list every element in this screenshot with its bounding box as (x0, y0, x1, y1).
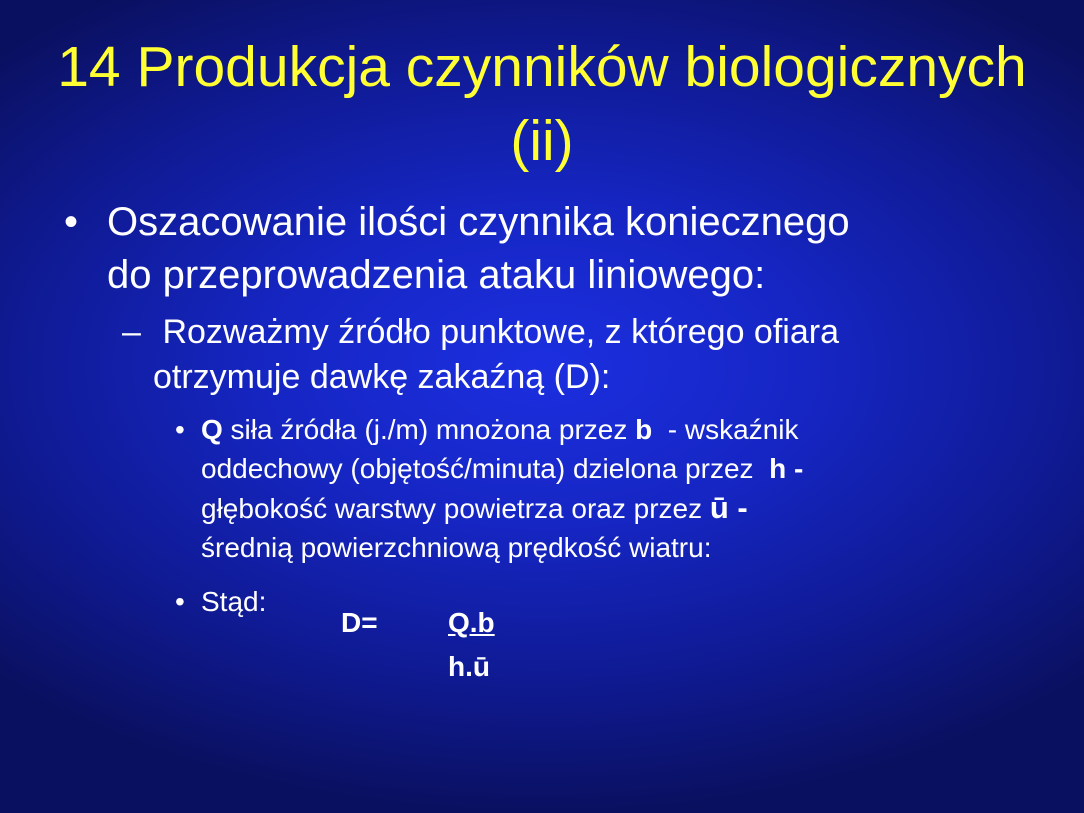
definition-h-text: głębokość warstwy powietrza oraz przez (201, 493, 710, 524)
bullet-level3-line4: średnią powierzchniową prędkość wiatru: (201, 532, 712, 563)
bullet-dot-icon: • (175, 414, 185, 445)
formula-lhs: D= (341, 607, 378, 638)
bullet-dot-icon: • (175, 586, 185, 617)
bullet-dot-icon: • (64, 200, 79, 244)
slide-title (0, 30, 1084, 178)
symbol-q: Q (201, 414, 223, 445)
definition-b-text-cont: oddechowy (objętość/minuta) dzielona przez (201, 453, 770, 484)
bullet-level3-text (201, 410, 803, 567)
slide-title-line2: (ii) (510, 109, 574, 173)
bullet-level1-line2: do przeprowadzenia ataku liniowego: (107, 253, 766, 297)
bullet-level2-text (153, 310, 839, 400)
formula-denominator: h.ū (448, 651, 490, 682)
bullet-hence-text: Stąd: (201, 586, 267, 617)
bullet-level1-line1: Oszacowanie ilości czynnika koniecznego (107, 200, 850, 244)
bullet-level3-line2 (201, 449, 803, 488)
formula-numerator: Q.b (448, 607, 495, 638)
definition-b-text: - wskaźnik (652, 414, 799, 445)
definition-q-text: siła źródła (j./m) mnożona przez (222, 414, 636, 445)
symbol-h: h - (769, 453, 804, 484)
bullet-dash-icon: – (122, 313, 141, 351)
bullet-level3-line3 (201, 488, 803, 528)
bullet-level2-line2: otrzymuje dawkę zakaźną (D): (153, 358, 611, 396)
bullet-level1-text (107, 196, 850, 302)
bullet-level2-line1: Rozważmy źródło punktowe, z którego ofiara (153, 313, 839, 351)
symbol-b: b (635, 414, 653, 445)
symbol-u: ū - (709, 490, 748, 525)
bullet-level3-line1 (201, 410, 803, 449)
slide-title-line1: 14 Produkcja czynników biologicznych (57, 35, 1027, 99)
